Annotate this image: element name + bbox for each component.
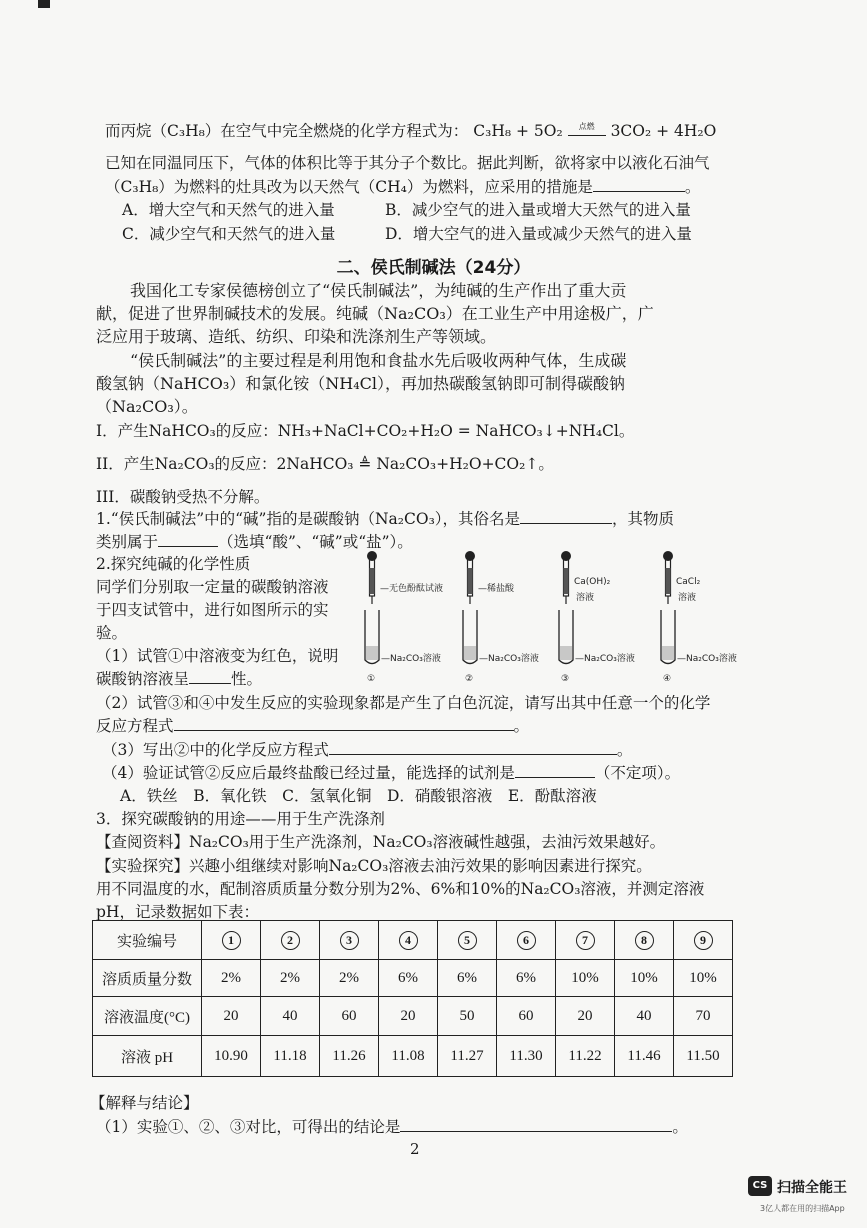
combustion-condition: 点燃	[568, 125, 606, 136]
q2-desc-line2: 于四支试管中，进行如图所示的实	[96, 601, 329, 619]
table-cell: 11.22	[556, 1036, 615, 1077]
option-a: A．增大空气和天然气的进入量	[122, 201, 335, 219]
gas-question-line2: （C₃H₈）为燃料的灶具改为以天然气（CH₄）为燃料，应采用的措施是 。	[105, 178, 701, 196]
reagent-label: —稀盐酸	[478, 584, 515, 594]
test-tube-solution	[464, 646, 476, 660]
table-cell: 20	[556, 997, 615, 1036]
table-cell: 60	[497, 997, 556, 1036]
table-row-ph	[93, 1036, 733, 1077]
table-cell: 40	[615, 997, 674, 1036]
step-3: III．碳酸钠受热不分解。	[96, 488, 270, 506]
table-cell: 2%	[261, 960, 320, 997]
step-2: II．产生Na₂CO₃的反应：2NaHCO₃ ≜ Na₂CO₃+H₂O+CO₂↑。	[96, 455, 554, 473]
table-cell: 20	[202, 997, 261, 1036]
gas-question-line1: 已知在同温同压下，气体的体积比等于其分子个数比。据此判断，欲将家中以液化石油气	[105, 154, 710, 172]
experiment-id: 1	[222, 931, 241, 950]
table-row-ids	[93, 921, 733, 960]
q1-line1: 1.“侯氏制碱法”中的“碱”指的是碳酸钠（Na₂CO₃），其俗名是 ，其物质	[96, 510, 675, 528]
row-header: 溶质质量分数	[93, 960, 202, 997]
table-cell: 6%	[438, 960, 497, 997]
conclusion-blank[interactable]	[400, 1117, 672, 1132]
intro-p1-line2: 献，促进了世界制碱技术的发展。纯碱（Na₂CO₃）在工业生产中用途极广，广	[96, 304, 654, 323]
q3-experiment: 【实验探究】兴趣小组继续对影响Na₂CO₃溶液去油污效果的影响因素进行探究。	[96, 857, 652, 875]
reagent-label-line2: 溶液	[678, 593, 697, 603]
table-cell: 11.08	[379, 1036, 438, 1077]
row-header: 实验编号	[93, 921, 202, 960]
q2-sub1-line1: （1）试管①中溶液变为红色，说明	[96, 647, 339, 665]
q3-reference: 【查阅资料】Na₂CO₃用于生产洗涤剂，Na₂CO₃溶液碱性越强，去油污效果越好。	[96, 833, 666, 851]
table-cell: 11.50	[674, 1036, 733, 1077]
table-cell: 40	[261, 997, 320, 1036]
table-cell: 11.30	[497, 1036, 556, 1077]
intro-p1-line1: 我国化工专家侯德榜创立了“侯氏制碱法”，为纯碱的生产作出了重大贡	[130, 281, 627, 300]
table-cell: 6%	[497, 960, 556, 997]
test-tube-solution	[662, 646, 674, 660]
camscanner-name: 扫描全能王	[777, 1180, 847, 1196]
tube-number: ③	[561, 674, 570, 684]
category-blank[interactable]	[158, 532, 218, 547]
table-cell: 60	[320, 997, 379, 1036]
q2-title: 2.探究纯碱的化学性质	[96, 555, 251, 573]
table-cell: 11.26	[320, 1036, 379, 1077]
table-cell: 11.18	[261, 1036, 320, 1077]
intro-p2-line3: （Na₂CO₃）。	[96, 397, 198, 416]
step-1: I．产生NaHCO₃的反应：NH₃+NaCl+CO₂+H₂O = NaHCO₃↓+NH₄Cl。	[96, 422, 635, 440]
scan-corner-mark	[38, 0, 50, 8]
camscanner-tagline: 3亿人都在用的扫描App	[760, 1204, 845, 1213]
ph-data-table	[92, 920, 733, 1077]
test-tube-solution	[366, 646, 378, 660]
dropper-liquid	[666, 568, 671, 594]
reagent-blank[interactable]	[515, 763, 595, 778]
equation2-blank[interactable]	[329, 740, 617, 755]
page-number: 2	[410, 1140, 420, 1158]
acidity-blank[interactable]	[189, 669, 231, 684]
camscanner-logo: CS	[748, 1176, 772, 1196]
table-cell: 50	[438, 997, 497, 1036]
nickname-blank[interactable]	[520, 509, 612, 524]
q2-sub4: （4）验证试管②反应后最终盐酸已经过量，能选择的试剂是 （不定项）。	[102, 764, 681, 782]
q3-desc-line2: pH，记录数据如下表：	[96, 903, 259, 921]
q2-sub2-line2: 反应方程式 。	[96, 717, 530, 735]
tube-number: ④	[663, 674, 672, 684]
option-c: C．减少空气和天然气的进入量	[122, 225, 336, 243]
section-title: 二、侯氏制碱法（24分）	[336, 258, 531, 278]
conclusion-q1: （1）实验①、②、③对比，可得出的结论是 。	[96, 1118, 688, 1136]
table-cell: 2%	[320, 960, 379, 997]
tube-number: ②	[465, 674, 474, 684]
conclusion-title: 【解释与结论】	[90, 1094, 199, 1112]
combustion-line	[105, 120, 716, 142]
table-row-temperature	[93, 997, 733, 1036]
table-cell: 10%	[615, 960, 674, 997]
table-cell: 20	[379, 997, 438, 1036]
experiment-id: 8	[635, 931, 654, 950]
row-header: 溶液温度(°C)	[93, 997, 202, 1036]
intro-p1-line3: 泛应用于玻璃、造纸、纺织、印染和洗涤剂生产等领域。	[96, 327, 497, 346]
option-d: D．增大空气的进入量或减少天然气的进入量	[385, 225, 692, 243]
solution-label: —Na₂CO₃溶液	[677, 654, 737, 664]
experiment-id: 3	[340, 931, 359, 950]
combustion-rhs: 3CO₂ + 4H₂O	[610, 122, 717, 140]
combustion-lhs: C₃H₈ + 5O₂	[473, 122, 563, 140]
q2-desc-line3: 验。	[96, 624, 128, 642]
q1-line2: 类别属于 （选填“酸”、“碱”或“盐”）。	[96, 533, 413, 551]
experiment-id: 6	[517, 931, 536, 950]
solution-label: —Na₂CO₃溶液	[479, 654, 539, 664]
table-cell: 11.27	[438, 1036, 497, 1077]
table-cell: 11.46	[615, 1036, 674, 1077]
reagent-label-line2: 溶液	[576, 593, 595, 603]
experiment-id: 7	[576, 931, 595, 950]
q3-title: 3．探究碳酸钠的用途——用于生产洗涤剂	[96, 810, 385, 828]
table-cell: 10.90	[202, 1036, 261, 1077]
dropper-liquid	[564, 568, 569, 594]
row-header: 溶液 pH	[93, 1036, 202, 1077]
table-row-mass	[93, 960, 733, 997]
test-tube-figure	[360, 548, 760, 688]
reagent-label: CaCl₂	[676, 577, 701, 587]
intro-p2-line2: 酸氢钠（NaHCO₃）和氯化铵（NH₄Cl），再加热碳酸氢钠即可制得碳酸钠	[96, 374, 625, 393]
answer-blank[interactable]	[593, 177, 685, 192]
table-cell: 10%	[674, 960, 733, 997]
table-cell: 70	[674, 997, 733, 1036]
experiment-id: 4	[399, 931, 418, 950]
equation-blank[interactable]	[174, 716, 514, 731]
q3-desc-line1: 用不同温度的水，配制溶质质量分数分别为2%、6%和10%的Na₂CO₃溶液，并测定溶液	[96, 880, 705, 898]
reagent-label: Ca(OH)₂	[574, 577, 611, 587]
tube-number: ①	[367, 674, 376, 684]
q2-sub3: （3）写出②中的化学反应方程式 。	[102, 741, 633, 759]
reagent-label: —无色酚酞试液	[380, 584, 444, 594]
option-b: B．减少空气的进入量或增大天然气的进入量	[385, 201, 691, 219]
table-cell: 6%	[379, 960, 438, 997]
test-tube-solution	[560, 646, 572, 660]
combustion-prefix: 而丙烷（C₃H₈）在空气中完全燃烧的化学方程式为：	[105, 122, 469, 140]
q2-choices: A．铁丝 B．氧化铁 C．氢氧化铜 D．硝酸银溶液 E．酚酞溶液	[120, 787, 597, 805]
solution-label: —Na₂CO₃溶液	[381, 654, 441, 664]
dropper-liquid	[370, 568, 375, 594]
q2-sub1-line2: 碳酸钠溶液呈 性。	[96, 670, 263, 688]
intro-p2-line1: “侯氏制碱法”的主要过程是利用饱和食盐水先后吸收两种气体，生成碳	[130, 351, 627, 370]
q2-desc-line1: 同学们分别取一定量的碳酸钠溶液	[96, 578, 329, 596]
table-cell: 2%	[202, 960, 261, 997]
q2-sub2-line1: （2）试管③和④中发生反应的实验现象都是产生了白色沉淀，请写出其中任意一个的化学	[96, 694, 711, 712]
table-cell: 10%	[556, 960, 615, 997]
experiment-id: 9	[694, 931, 713, 950]
experiment-id: 5	[458, 931, 477, 950]
dropper-liquid	[468, 568, 473, 594]
solution-label: —Na₂CO₃溶液	[575, 654, 635, 664]
experiment-id: 2	[281, 931, 300, 950]
